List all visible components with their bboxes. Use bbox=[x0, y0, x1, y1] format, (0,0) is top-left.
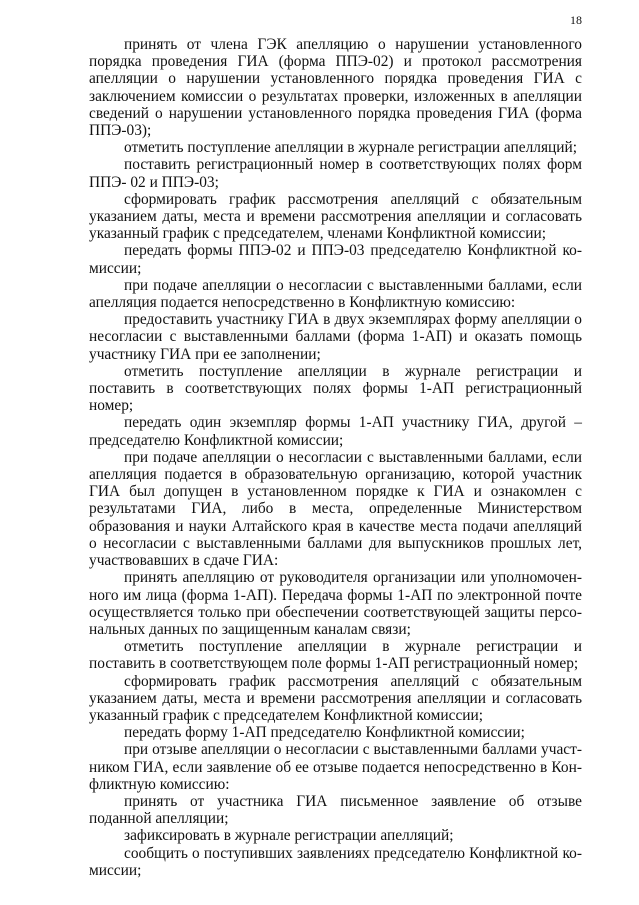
paragraph: принять апелляцию от руководителя организации или уполномоченного им лица (форма 1-АП). Передача формы 1-АП по электронной почте осуществляется только при обеспечении соответствующей защиты персональных данных по защищенным каналам связи; bbox=[89, 569, 582, 638]
page-number: 18 bbox=[570, 13, 582, 27]
paragraph: сформировать график рассмотрения апелляций с обязательным указанием даты, места и времени рассмотрения апелляции и согласовать указанный график с председателем, членами Конфликтной комиссии; bbox=[89, 190, 582, 243]
paragraph: отметить поступление апелляции в журнале регистрации апелляций; bbox=[124, 139, 578, 157]
paragraph: отметить поступление апелляции в журнале регистрации и поставить в соответствующем поле формы 1-АП регистрационный номер; bbox=[89, 638, 582, 673]
paragraph: передать формы ППЭ-02 и ППЭ-03 председателю Конфликтной комиссии; bbox=[89, 242, 582, 277]
paragraph: поставить регистрационный номер в соответствующих полях форм ППЭ- 02 и ППЭ-03; bbox=[89, 156, 582, 191]
paragraph: сформировать график рассмотрения апелляций с обязательным указанием даты, места и времени рассмотрения апелляции и согласовать указанный график с председателем Конфликтной комиссии; bbox=[89, 672, 582, 724]
paragraph: передать форму 1-АП председателю Конфликтной комиссии; bbox=[124, 724, 525, 742]
paragraph: зафиксировать в журнале регистрации апелляций; bbox=[124, 827, 454, 845]
paragraph: передать один экземпляр формы 1-АП участнику ГИА, другой – председателю Конфликтной комиссии; bbox=[89, 414, 582, 449]
paragraph: при отзыве апелляции о несогласии с выставленными баллами участником ГИА, если заявление об ее отзыве подается непосредственно в Конфликтную комиссию: bbox=[89, 741, 582, 793]
paragraph: при подаче апелляции о несогласии с выставленными баллами, если апелляция подается непосредственно в Конфликтную комиссию: bbox=[89, 276, 582, 312]
paragraph: отметить поступление апелляции в журнале регистрации и поставить в соответствующих полях формы 1-АП регистрационный номер; bbox=[89, 362, 582, 415]
paragraph: при подаче апелляции о несогласии с выставленными баллами, если апелляция подается в образовательную организацию, которой участник ГИА был допущен в установленном порядке к ГИА и ознакомлен с результатами ГИА, либо в места, определенные Министерством образования и науки Алтайского края в качестве места подачи апелляций о несогласии с выставленными баллами для выпускников прошлых лет, участвовавших в сдаче ГИА: bbox=[89, 448, 582, 570]
paragraph: сообщить о поступивших заявлениях председателю Конфликтной комиссии; bbox=[89, 844, 582, 879]
paragraph: принять от члена ГЭК апелляцию о нарушении установленного порядка проведения ГИА (форма ППЭ-02) и протокол рассмотрения апелляции о нарушении установленного порядка проведения ГИА с заключением комиссии о результатах проверки, изложенных в апелляции сведений о нарушении установленного порядка проведения ГИА (форма ППЭ-03); bbox=[89, 36, 582, 140]
document-body bbox=[89, 36, 582, 879]
paragraph: принять от участника ГИА письменное заявление об отзыве поданной апелляции; bbox=[89, 792, 582, 828]
paragraph: предоставить участнику ГИА в двух экземплярах форму апелляции о несогласии с выставленными баллами (форма 1-АП) и оказать помощь участнику ГИА при ее заполнении; bbox=[89, 311, 582, 363]
